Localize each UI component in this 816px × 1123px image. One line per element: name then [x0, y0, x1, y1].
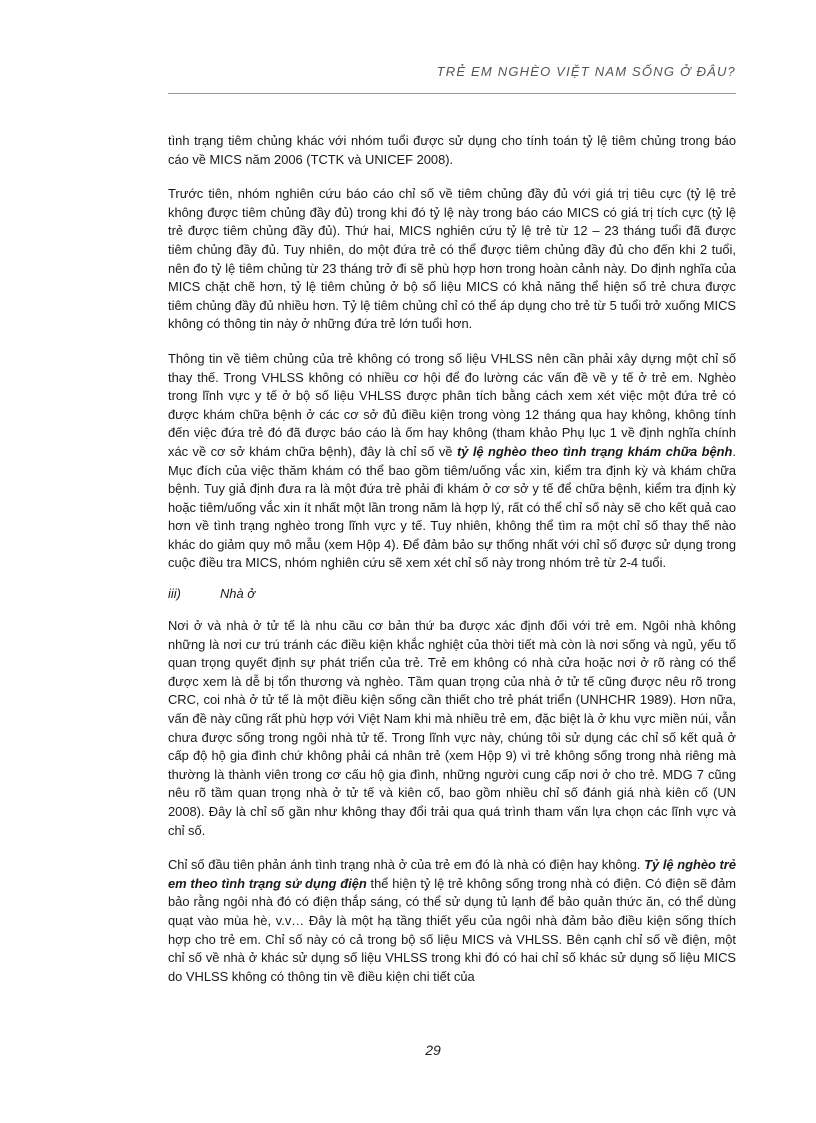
paragraph-text: thể hiện tỷ lệ trẻ không sống trong nhà có điện. Có điện sẽ đảm bảo rằng ngôi nhà đó có điện thắp sáng, có thể sử dụng tủ lạnh để bảo quản thức ăn, có thể dùng quạt vào mùa hè, v.v… Đây là một hạ tầng thiết yếu của ngôi nhà đảm bảo điều kiện sống thích hợp cho trẻ em. Chỉ số này có cả trong bộ số liệu MICS và VHLSS. Bên cạnh chỉ số về điện, một chỉ số về nhà ở khác sử dụng số liệu VHLSS trong khi đó có hai chỉ số khác sử dụng số liệu MICS do VHLSS không có thông tin về điều kiện chi tiết của: [168, 875, 736, 984]
paragraph-text: Thông tin về tiêm chủng của trẻ không có trong số liệu VHLSS nên cần phải xây dựng một chỉ số thay thế. Trong VHLSS không có nhiều cơ hội để đo lường các vấn đề về y tế ở trẻ em. Nghèo trong lĩnh vực y tế ở bộ số liệu VHLSS được phân tích bằng cách xem xét việc một đứa trẻ có được khám chữa bệnh ở các cơ sở đủ điều kiện trong vòng 12 tháng qua hay không, không tính đến việc đứa trẻ đó đã được báo cáo là ốm hay không (tham khảo Phụ lục 1 về định nghĩa chính xác về cơ sở khám chữa bệnh), đây là chỉ số về: [168, 350, 736, 459]
emphasized-term: tỷ lệ nghèo theo tình trạng khám chữa bệnh: [456, 443, 733, 459]
running-header: TRẺ EM NGHÈO VIỆT NAM SỐNG Ở ĐÂU?: [436, 64, 736, 79]
subsection-title: Nhà ở: [220, 586, 256, 602]
subsection-heading: [168, 585, 736, 603]
paragraph-immunization-intro: tình trạng tiêm chủng khác với nhóm tuổi được sử dụng cho tính toán tỷ lệ tiêm chủng trong báo cáo về MICS năm 2006 (TCTK và UNICEF 2008).: [168, 133, 736, 167]
subsection-number: iii): [168, 586, 181, 602]
body-text: [168, 132, 736, 1002]
page-number: 29: [425, 1042, 441, 1058]
paragraph-electricity: [168, 856, 736, 986]
emphasized-term: Tỷ lệ nghèo trẻ em theo tình trạng sử dụng điện: [168, 857, 736, 891]
paragraph-health-indicator: [168, 350, 736, 573]
paragraph-housing: Nơi ở và nhà ở tử tế là nhu cầu cơ bản thứ ba được xác định đối với trẻ em. Ngôi nhà không những là nơi cư trú tránh các điều kiện khắc nghiệt của thời tiết mà còn là nơi sống và ngủ, yếu tố quan trọng quyết định sự phát triển của trẻ. Trẻ em không có nhà cửa hoặc nơi ở rõ ràng có thể được xem là dễ bị tổn thương và nghèo. Tầm quan trọng của nhà ở tử tế cũng được nêu rõ trong CRC, coi nhà ở tử tế là một điều kiện sống cần thiết cho trẻ phát triển (UNHCHR 1989). Hơn nữa, vấn đề này cũng rất phù hợp với Việt Nam khi mà nhiều trẻ em, đặc biệt là ở khu vực miền núi, vẫn chưa được sống trong ngôi nhà tử tế. Trong lĩnh vực này, chúng tôi sử dụng các chỉ số kết quả ở cấp độ hộ gia đình chứ không phải cá nhân trẻ (xem Hộp 9) vì trẻ không sống trong nhà riêng mà thường là thành viên trong cơ cấu hộ gia đình, những người cung cấp nơi ở cho trẻ. MDG 7 cũng nêu rõ tầm quan trọng nhà ở tử tế và kiên cố, bao gồm nhiều chỉ số đánh giá nhà kiên cố (UN 2008). Đây là chỉ số gần như không thay đổi trải qua quá trình tham vấn lựa chọn các lĩnh vực và chỉ số.: [168, 618, 736, 838]
paragraph-text: . Mục đích của việc thăm khám có thể bao gồm tiêm/uống vắc xin, kiểm tra định kỳ và khám chữa bệnh. Tuy giả định đưa ra là một đứa trẻ phải đi khám ở cơ sở y tế để chữa bệnh, kiểm tra định kỳ hoặc tiêm/uống vắc xin ít nhất một lần trong năm là hợp lý, rất có thể chỉ số này sẽ cho kết quả cao hơn về tình trạng nghèo trong lĩnh vực y tế. Tuy nhiên, không thể tìm ra một chỉ số thay thế nào khác do giảm quy mô mẫu (xem Hộp 4). Để đảm bảo sự thống nhất với chỉ số được sử dụng trong cuộc điều tra MICS, nhóm nghiên cứu sẽ xem xét chỉ số này trong nhóm trẻ từ 2-4 tuổi.: [168, 443, 736, 571]
paragraph-text: Chỉ số đầu tiên phản ánh tình trạng nhà ở của trẻ em đó là nhà có điện hay không.: [168, 857, 645, 873]
header-rule: [168, 93, 736, 94]
paragraph-immunization-definition: Trước tiên, nhóm nghiên cứu báo cáo chỉ số về tiêm chủng đầy đủ với giá trị tiêu cực (tỷ lệ trẻ không được tiêm chủng đầy đủ) trong khi đó tỷ lệ này trong báo cáo MICS có giá trị tích cực (tỷ lệ trẻ được tiêm chủng đầy đủ). Thứ hai, MICS nghiên cứu tỷ lệ trẻ từ 12 – 23 tháng tuổi đã được tiêm chủng đầy đủ. Tuy nhiên, do một đứa trẻ có thể được tiêm chủng đầy đủ cho đến khi 2 tuổi, nên đo tỷ lệ tiêm chủng từ 23 tháng trở đi sẽ phù hợp hơn trong hoàn cảnh này. Do định nghĩa của MICS chặt chẽ hơn, tỷ lệ tiêm chủng ở bộ số liệu MICS có khả năng thể hiện số trẻ chưa được tiêm chủng đầy đủ nhiều hơn. Tỷ lệ tiêm chủng chỉ có thể áp dụng cho trẻ từ 5 tuổi trở xuống MICS không có thông tin này ở những đứa trẻ lớn tuổi hơn.: [168, 186, 736, 332]
